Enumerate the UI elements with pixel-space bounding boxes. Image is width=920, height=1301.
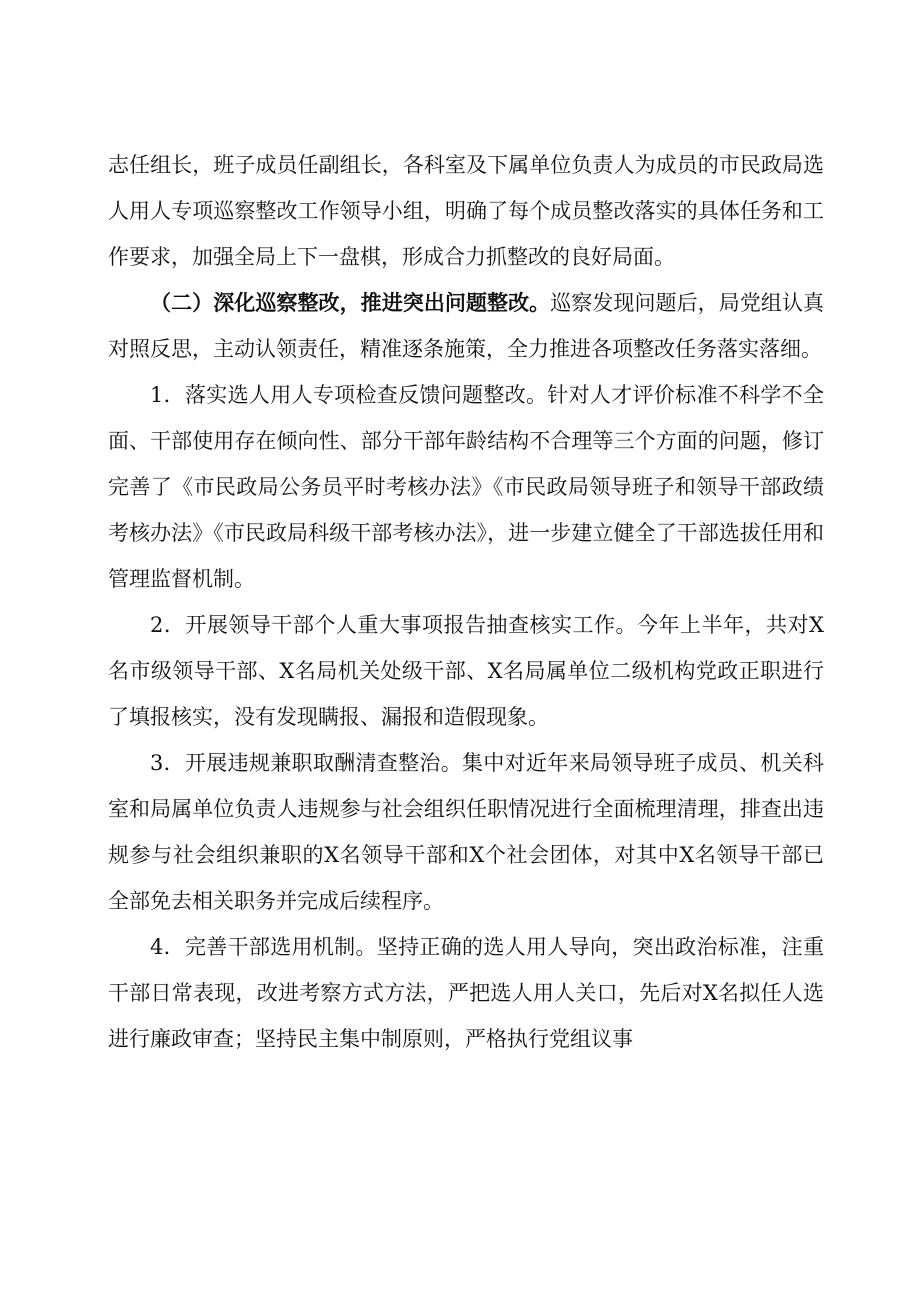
paragraph-text: 4．完善干部选用机制。坚持正确的选人用人导向，突出政治标准，注重干部日常表现，改进考察方式方法，严把选人用人关口，先后对X名拟任人选进行廉政审查；坚持民主集中制原则，严格执行党组议事	[108, 935, 824, 1051]
paragraph-continuation	[108, 142, 824, 280]
paragraph-text: 巡察发现问题后，局党组认真对照反思，主动认领责任，精准逐条施策，全力推进各项整改任务落实落细。	[108, 291, 825, 361]
document-body	[108, 142, 824, 1062]
paragraph-item-3	[108, 740, 824, 924]
paragraph-section-heading	[108, 280, 824, 372]
paragraph-item-1	[108, 372, 824, 602]
paragraph-text: 2．开展领导干部个人重大事项报告抽查核实工作。今年上半年，共对X名市级领导干部、X名局机关处级干部、X名局属单位二级机构党政正职进行了填报核实，没有发现瞒报、漏报和造假现象。	[108, 613, 824, 729]
paragraph-item-2	[108, 602, 824, 740]
paragraph-text: 志任组长，班子成员任副组长，各科室及下属单位负责人为成员的市民政局选人用人专项巡察整改工作领导小组，明确了每个成员整改落实的具体任务和工作要求，加强全局上下一盘棋，形成合力抓整改的良好局面。	[108, 153, 824, 269]
paragraph-item-4	[108, 924, 824, 1062]
paragraph-text: 1．落实选人用人专项检查反馈问题整改。针对人才评价标准不科学不全面、干部使用存在倾向性、部分干部年龄结构不合理等三个方面的问题，修订完善了《市民政局公务员平时考核办法》《市民政局领导班子和领导干部政绩考核办法》《市民政局科级干部考核办法》，进一步建立健全了干部选拔任用和管理监督机制。	[108, 383, 824, 591]
paragraph-text: 3．开展违规兼职取酬清查整治。集中对近年来局领导班子成员、机关科室和局属单位负责人违规参与社会组织任职情况进行全面梳理清理，排查出违规参与社会组织兼职的X名领导干部和X个社会团体，对其中X名领导干部已全部免去相关职务并完成后续程序。	[108, 751, 824, 913]
section-heading: （二）深化巡察整改，推进突出问题整改。	[150, 290, 551, 315]
